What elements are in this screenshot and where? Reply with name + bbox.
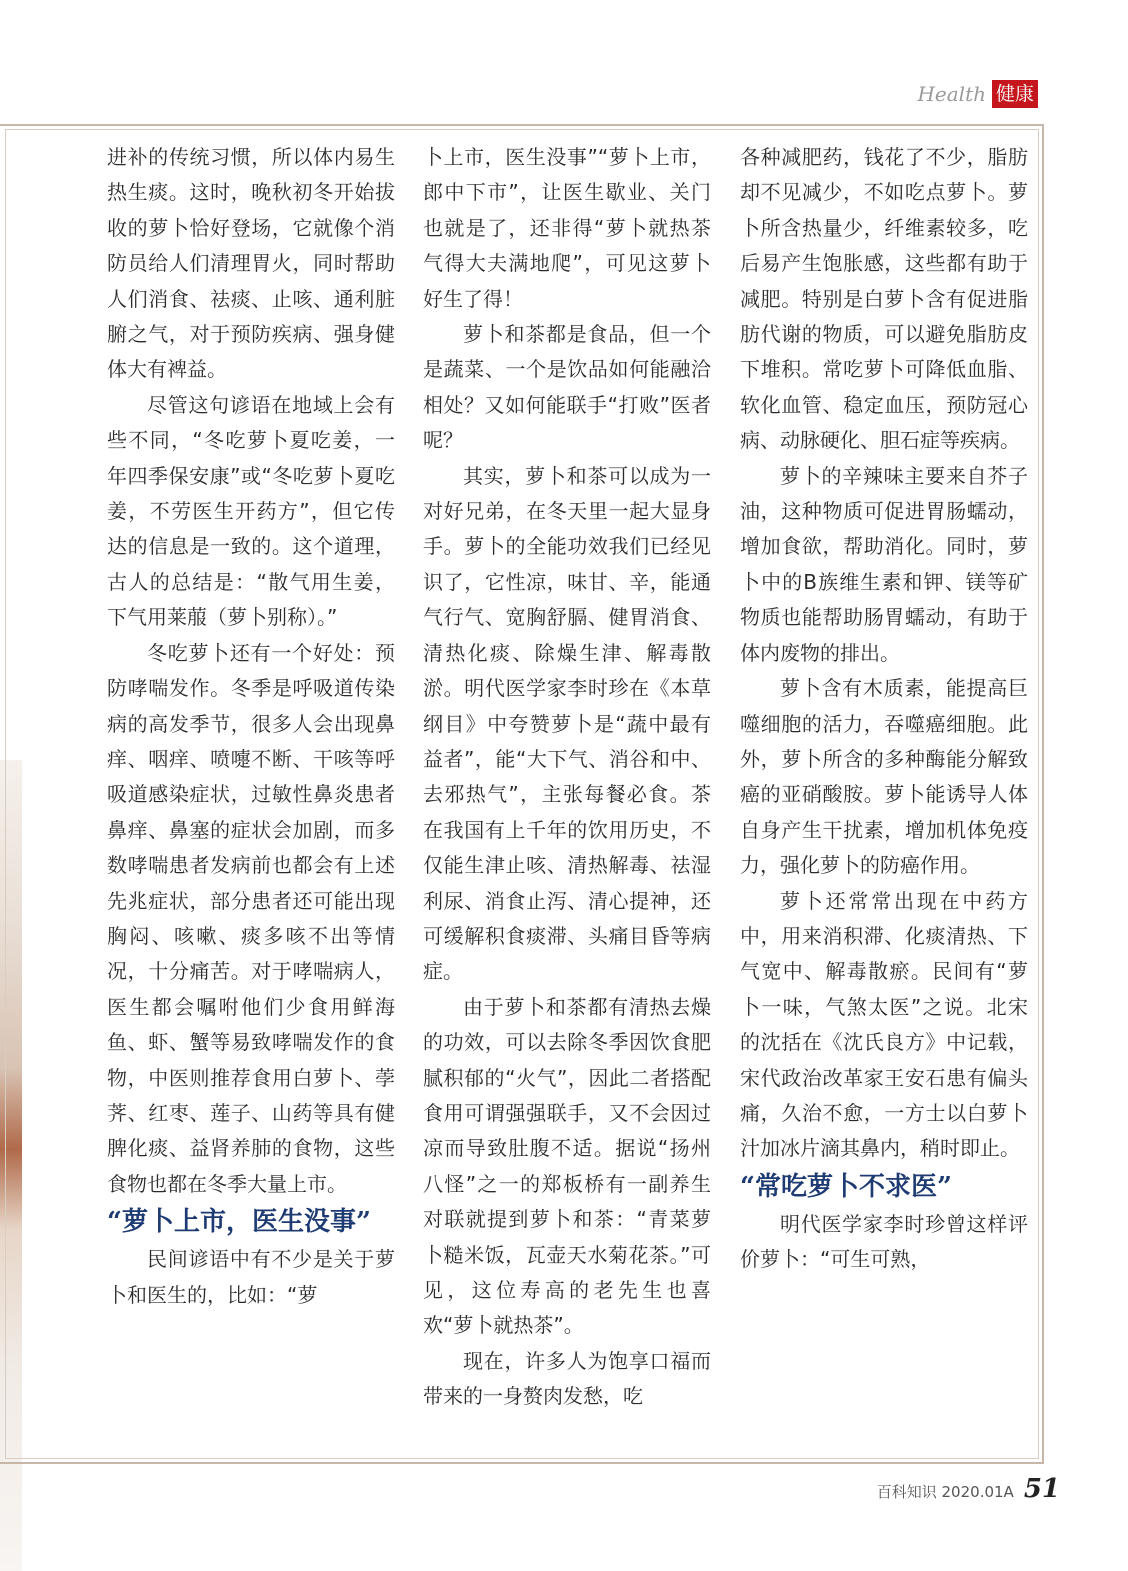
page-number: 51	[1023, 1474, 1060, 1504]
paragraph: 各种减肥药，钱花了不少，脂肪却不见减少，不如吃点萝卜。萝卜所含热量少，纤维素较多，吃后易产生饱胀感，这些都有助于减肥。特别是白萝卜含有促进脂肪代谢的物质，可以避免脂肪皮下堆积。常吃萝卜可降低血脂、软化血管、稳定血压，预防冠心病、动脉硬化、胆石症等疾病。	[740, 145, 1028, 453]
section-header	[917, 80, 1038, 108]
paragraph: 民间谚语中有不少是关于萝卜和医生的，比如：“萝	[107, 1247, 395, 1307]
paragraph: 明代医学家李时珍曾这样评价萝卜：“可生可熟，	[740, 1211, 1028, 1272]
paragraph: 萝卜还常常出现在中药方中，用来消积滞、化痰清热、下气宽中、解毒散瘀。民间有“萝卜一味，气煞太医”之说。北宋的沈括在《沈氏良方》中记载，宋代政治改革家王安石患有偏头痛，久治不愈，一方士以白萝卜汁加冰片滴其鼻内，稍时即止。	[740, 888, 1028, 1161]
paragraph: 现在，许多人为饱享口福而带来的一身赘肉发愁，吃	[423, 1348, 711, 1409]
section-subheading: “常吃萝卜不求医”	[740, 1171, 952, 1202]
journal-issue: 百科知识 2020.01A	[876, 1483, 1014, 1501]
column-1	[107, 140, 395, 1452]
section-label-cn: 健康	[992, 80, 1038, 108]
page-footer	[877, 1474, 1060, 1504]
paragraph: 卜上市，医生没事”“萝卜上市，郎中下市”，让医生歇业、关门也就是了，还非得“萝卜就热茶气得大夫满地爬”，可见这萝卜好生了得！	[423, 145, 711, 311]
paragraph: 冬吃萝卜还有一个好处：预防哮喘发作。冬季是呼吸道传染病的高发季节，很多人会出现鼻痒、咽痒、喷嚏不断、干咳等呼吸道感染症状，过敏性鼻炎患者鼻痒、鼻塞的症状会加剧，而多数哮喘患者发病前也都会有上述先兆症状，部分患者还可能出现胸闷、咳嗽、痰多咳不出等情况，十分痛苦。对于哮喘病人，医生都会嘱咐他们少食用鲜海鱼、虾、蟹等易致哮喘发作的食物，中医则推荐食用白萝卜、荸荠、红枣、莲子、山药等具有健脾化痰、益肾养肺的食物，这些食物也都在冬季大量上市。	[107, 640, 395, 1196]
paragraph: 萝卜的辛辣味主要来自芥子油，这种物质可促进胃肠蠕动，增加食欲，帮助消化。同时，萝卜中的B族维生素和钾、镁等矿物质也能帮助肠胃蠕动，有助于体内废物的排出。	[740, 463, 1028, 665]
paragraph: 尽管这句谚语在地域上会有些不同，“冬吃萝卜夏吃姜，一年四季保安康”或“冬吃萝卜夏吃姜，不劳医生开药方”，但它传达的信息是一致的。这个道理，古人的总结是：“散气用生姜，下气用莱菔（萝卜别称）。”	[107, 392, 395, 630]
column-2	[423, 140, 711, 1452]
paragraph: 萝卜含有木质素，能提高巨噬细胞的活力，吞噬癌细胞。此外，萝卜所含的多种酶能分解致癌的亚硝酸胺。萝卜能诱导人体自身产生干扰素，增加机体免疫力，强化萝卜的防癌作用。	[740, 676, 1028, 878]
paragraph: 由于萝卜和茶都有清热去燥的功效，可以去除冬季因饮食肥腻积郁的“火气”，因此二者搭配食用可谓强强联手，又不会因过凉而导致肚腹不适。据说“扬州八怪”之一的郑板桥有一副养生对联就提到萝卜和茶：“青菜萝卜糙米饭，瓦壶天水菊花茶。”可见，这位寿高的老先生也喜欢“萝卜就热茶”。	[423, 994, 711, 1338]
section-label-en: Health	[917, 82, 986, 106]
paragraph: 萝卜和茶都是食品，但一个是蔬菜、一个是饮品如何能融洽相处？又如何能联手“打败”医者呢？	[423, 322, 711, 453]
column-3	[740, 140, 1028, 1452]
paragraph: 其实，萝卜和茶可以成为一对好兄弟，在冬天里一起大显身手。萝卜的全能功效我们已经见识了，它性凉，味甘、辛，能通气行气、宽胸舒膈、健胃消食、清热化痰、除燥生津、解毒散淤。明代医学家李时珍在《本草纲目》中夸赞萝卜是“蔬中最有益者”，能“大下气、消谷和中、去邪热气”，主张每餐必食。茶在我国有上千年的饮用历史，不仅能生津止咳、清热解毒、祛湿利尿、消食止泻、清心提神，还可缓解积食痰滞、头痛目昏等病症。	[423, 463, 711, 984]
paragraph: 进补的传统习惯，所以体内易生热生痰。这时，晚秋初冬开始拔收的萝卜恰好登场，它就像个消防员给人们清理胃火，同时帮助人们消食、祛痰、止咳、通利脏腑之气，对于预防疾病、强身健体大有裨益。	[107, 145, 395, 382]
section-subheading: “萝卜上市，医生没事”	[107, 1207, 371, 1238]
